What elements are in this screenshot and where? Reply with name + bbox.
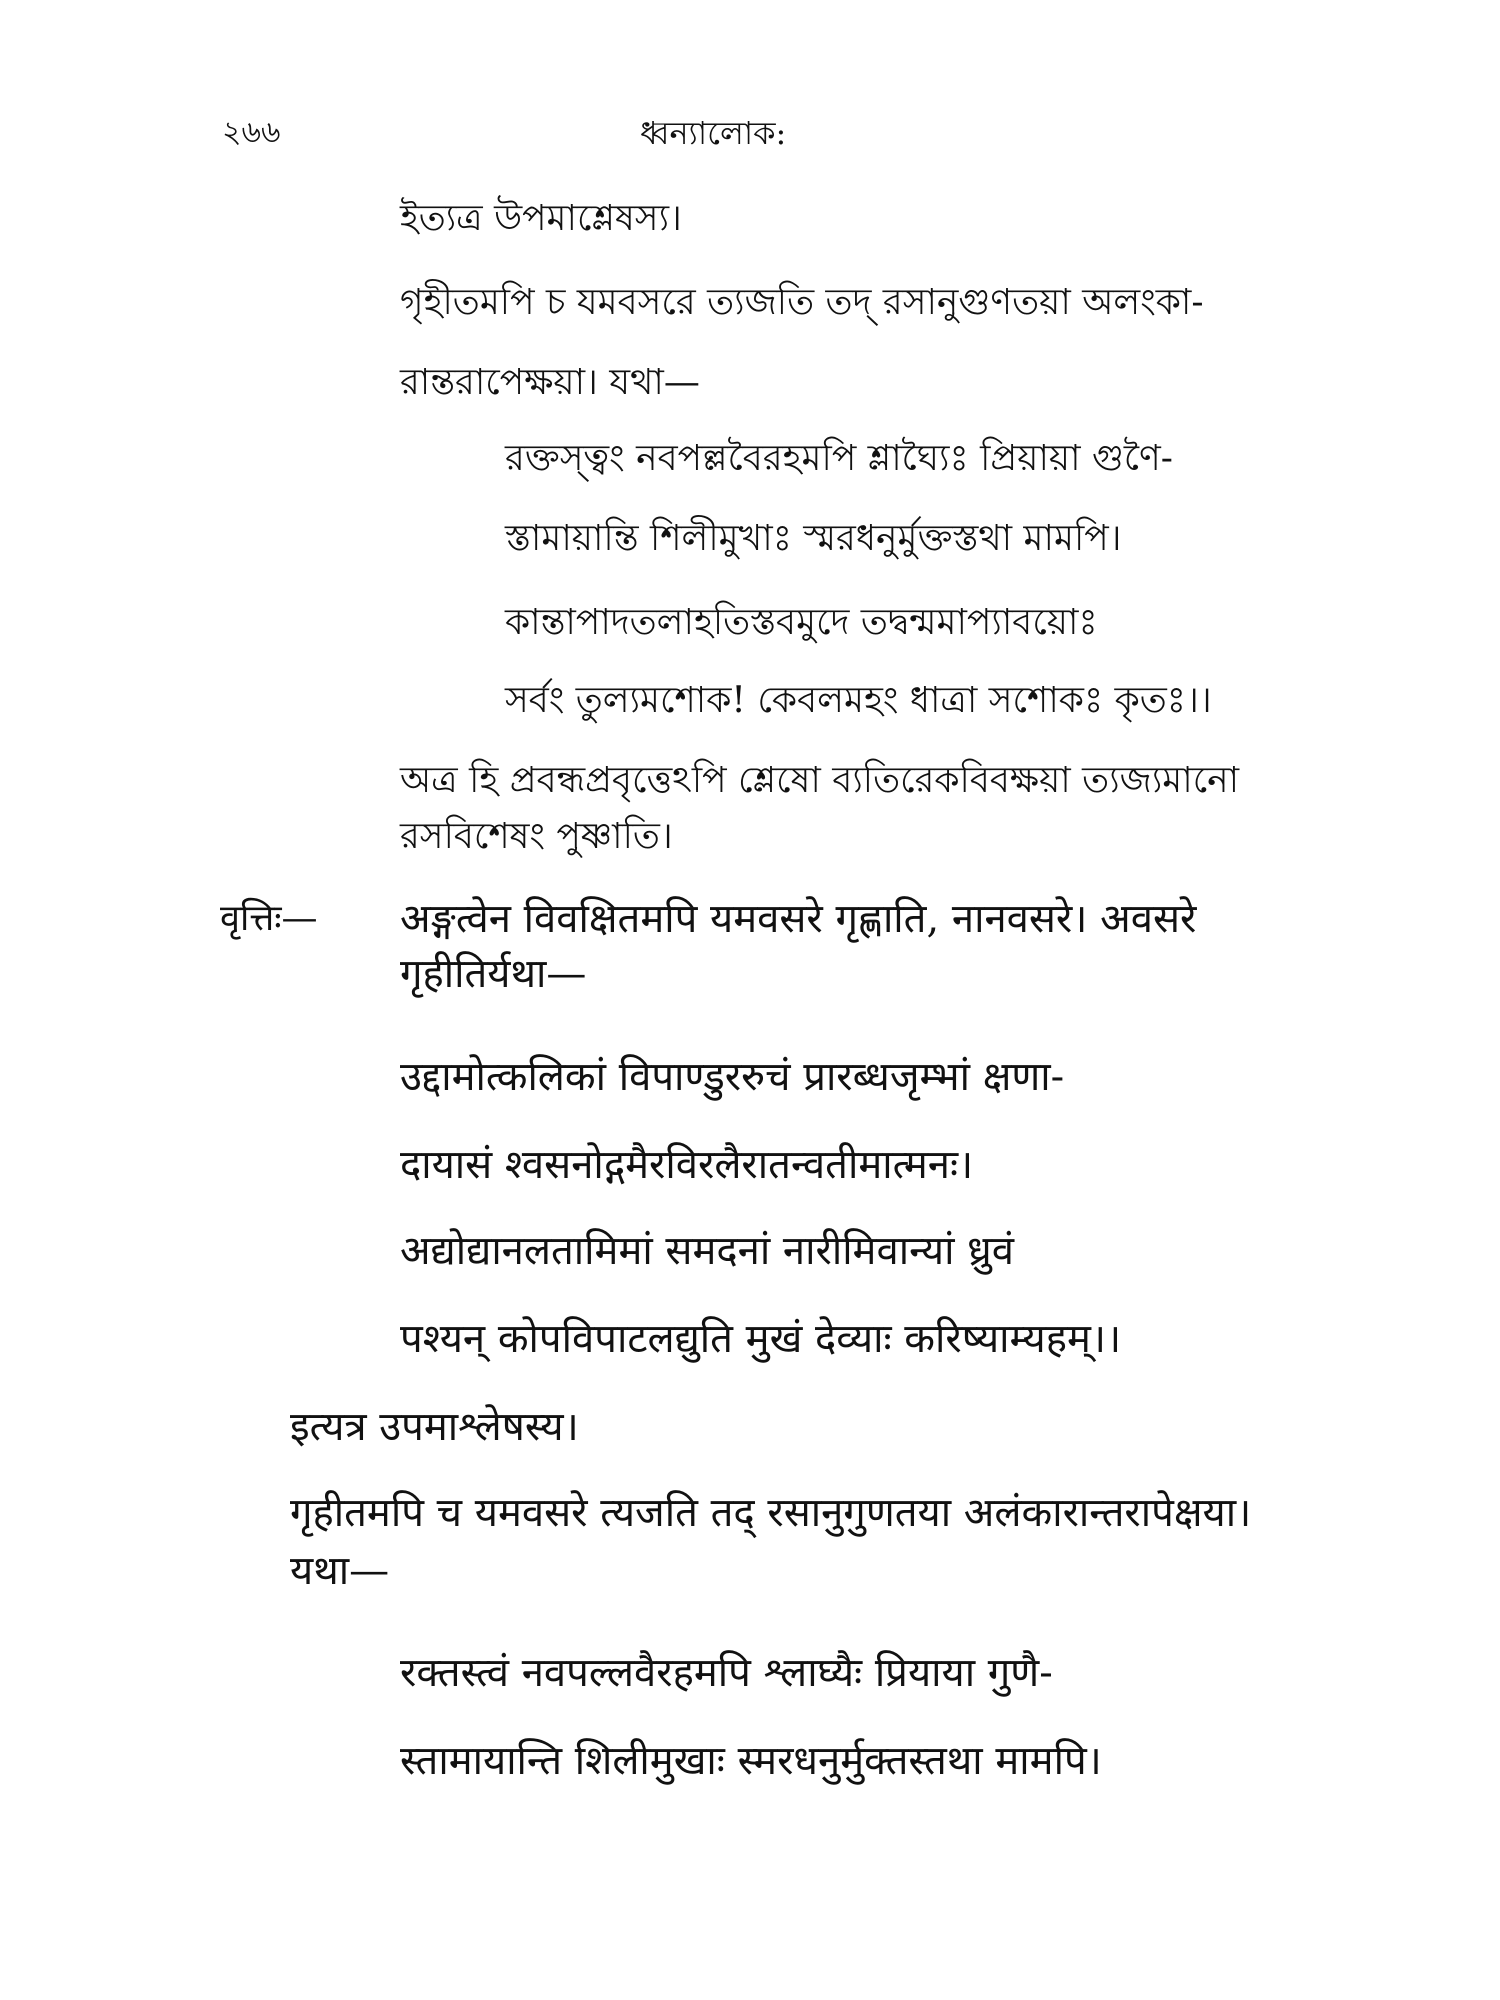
bengali-line-2: গৃহীতমপি চ যমবসরে ত্যজতি তদ্ রসানুগুণতয়া অলংকা- [400, 282, 1204, 323]
bengali-line-1: ইত্যত্র উপমাশ্লেষস্য। [400, 198, 682, 239]
devanagari-verse-line-3: अद्योद्यानलतामिमां समदनां नारीमिवान्यां ध्रुवं [400, 1228, 1014, 1274]
devanagari-verse-line-6: स्तामायान्ति शिलीमुखाः स्मरधनुर्मुक्तस्तथा मामपि। [400, 1738, 1102, 1784]
bengali-para-line-2: রসবিশেষং পুষ্ণাতি। [400, 816, 673, 857]
bengali-para-line-1: অত্র হি প্রবন্ধপ্রবৃত্তেঽপি শ্লেষো ব্যতিরেকবিবক্ষয়া ত্যজ্যমানো [400, 760, 1240, 801]
devanagari-para-line-1: इत्यत्र उपमाश्लेषस्य। [290, 1404, 579, 1450]
devanagari-para-line-2: गृहीतमपि च यमवसरे त्यजति तद् रसानुगुणतया अलंकारान्तरापेक्षया। [290, 1490, 1252, 1536]
page-header [0, 108, 1500, 152]
devanagari-line-2: गृहीतिर्यथा— [400, 951, 587, 997]
devanagari-line-1: अङ्गत्वेन विवक्षितमपि यमवसरे गृह्णाति, नानवसरे। अवसरे [400, 896, 1197, 942]
page-number: ২৬৬ [222, 115, 281, 150]
bengali-verse-line-1: রক্তস্ত্বং নবপল্লবৈরহমপি শ্লাঘ্যৈঃ প্রিয়ায়া গুণৈ- [505, 438, 1173, 479]
bengali-line-3: রান্তরাপেক্ষয়া। যথা— [400, 362, 700, 403]
vritti-label: वृत्तिः— [220, 898, 318, 939]
running-title: ধ্বন্যালোক: [640, 114, 787, 152]
devanagari-verse-line-5: रक्तस्त्वं नवपल्लवैरहमपि श्लाघ्यैः प्रियाया गुणै- [400, 1650, 1053, 1696]
devanagari-verse-line-2: दायासं श्वसनोद्गमैरविरलैरातन्वतीमात्मनः। [400, 1142, 974, 1188]
bengali-verse-line-4: সর্বং তুল্যমশোক! কেবলমহং ধাত্রা সশোকঃ কৃতঃ।। [505, 680, 1212, 721]
devanagari-verse-line-4: पश्यन् कोपविपाटलद्युति मुखं देव्याः करिष्याम्यहम्।। [400, 1316, 1122, 1362]
devanagari-para-line-3: यथा— [290, 1548, 390, 1594]
bengali-verse-line-2: স্তামায়ান্তি শিলীমুখাঃ স্মরধনুর্মুক্তস্তথা মামপি। [505, 518, 1122, 559]
devanagari-verse-line-1: उद्दामोत्कलिकां विपाण्डुररुचं प्रारब्धजृम्भां क्षणा- [400, 1054, 1065, 1100]
bengali-verse-line-3: কান্তাপাদতলাহতিস্তবমুদে তদ্বন্মমাপ্যাবয়োঃ [505, 602, 1098, 643]
